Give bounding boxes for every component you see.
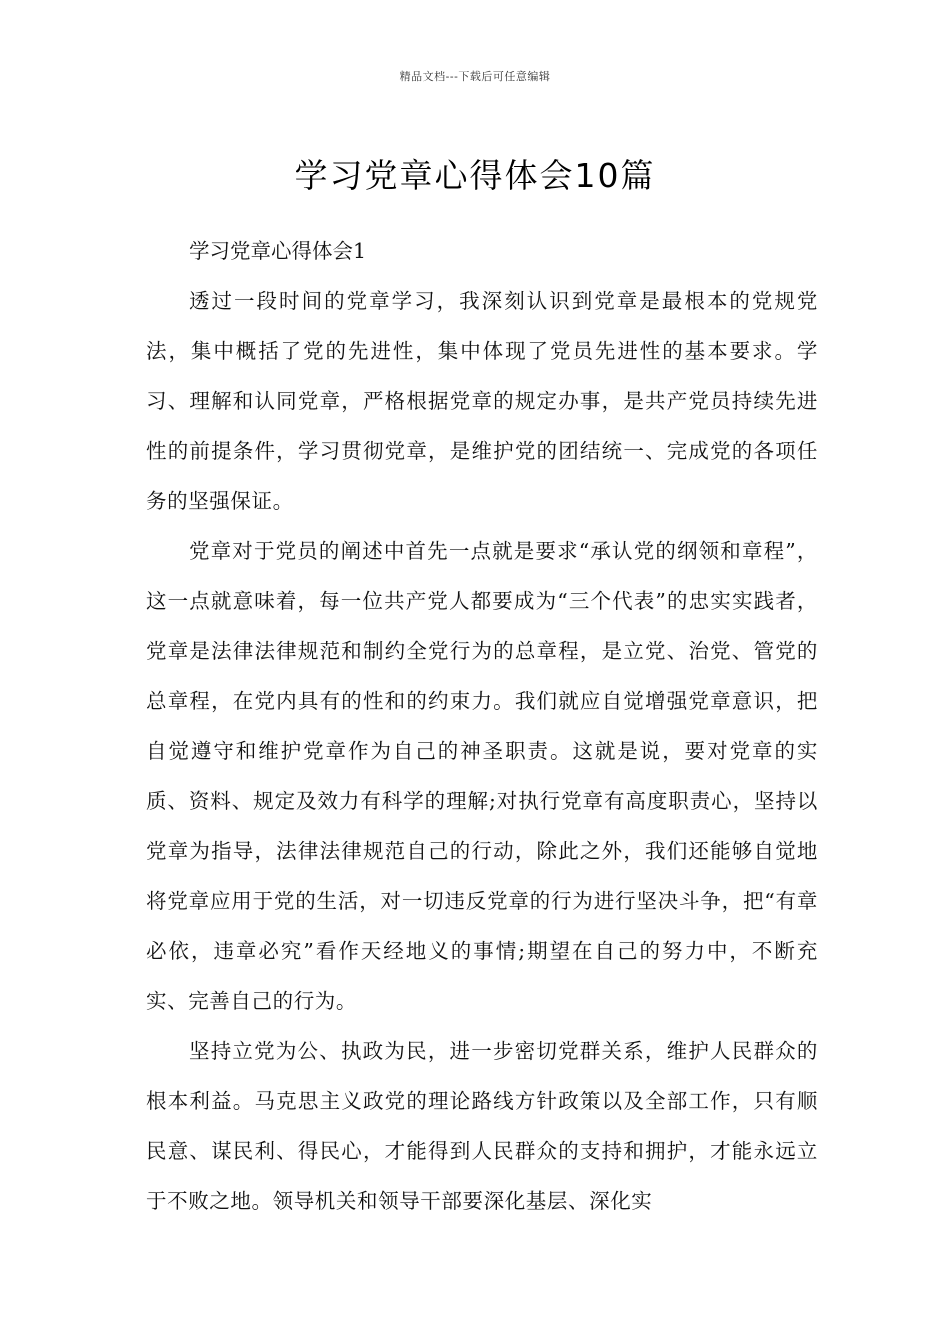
section-heading: 学习党章心得体会1 <box>189 239 367 263</box>
paragraph-3: 坚持立党为公、执政为民，进一步密切党群关系，维护人民群众的根本利益。马克思主义政党的理论路线方针政策以及全部工作，只有顺民意、谋民利、得民心，才能得到人民群众的支持和拥护，才能永远立于不败之地。领导机关和领导干部要深化基层、深化实 <box>146 1039 818 1213</box>
document-title: 学习党章心得体会10篇 <box>294 156 656 196</box>
paragraph-2: 党章对于党员的阐述中首先一点就是要求“承认党的纲领和章程”，这一点就意味着，每一位共产党人都要成为“三个代表”的忠实实践者，党章是法律法律规范和制约全党行为的总章程，是立党、治党、管党的总章程，在党内具有的性和的约束力。我们就应自觉增强党章意识，把自觉遵守和维护党章作为自己的神圣职责。这就是说，要对党章的实质、资料、规定及效力有科学的理解;对执行党章有高度职责心，坚持以党章为指导，法律法律规范自己的行动，除此之外，我们还能够自觉地将党章应用于党的生活，对一切违反党章的行为进行坚决斗争，把“有章必依，违章必究”看作天经地义的事情;期望在自己的努力中，不断充实、完善自己的行为。 <box>146 539 818 1013</box>
document-body <box>146 226 818 1226</box>
paragraph-1: 透过一段时间的党章学习，我深刻认识到党章是最根本的党规党法，集中概括了党的先进性，集中体现了党员先进性的基本要求。学习、理解和认同党章，严格根据党章的规定办事，是共产党员持续先进性的前提条件，学习贯彻党章，是维护党的团结统一、完成党的各项任务的坚强保证。 <box>146 289 818 513</box>
header-note: 精品文档---下载后可任意编辑 <box>399 70 551 83</box>
